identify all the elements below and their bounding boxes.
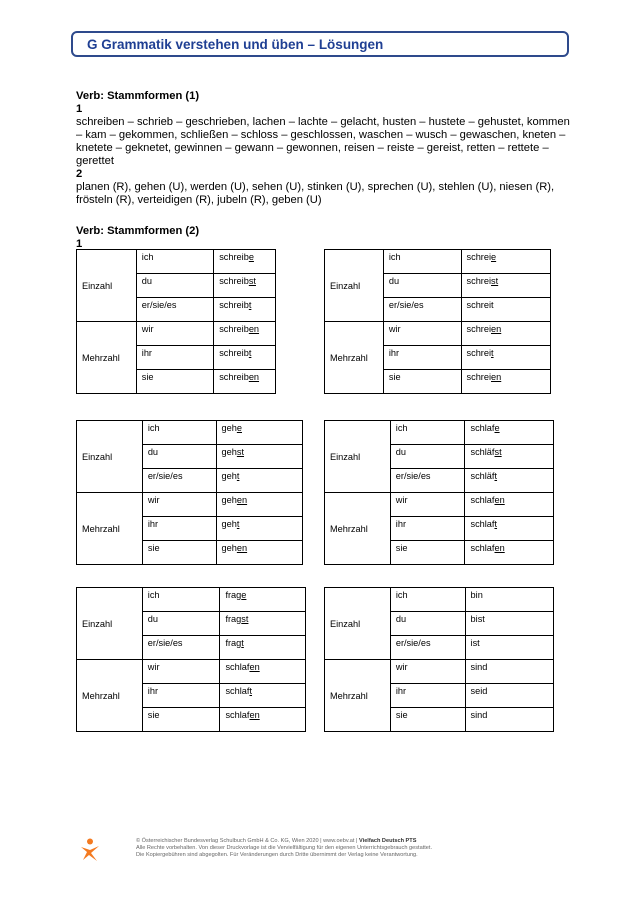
verb-form-cell [214,274,276,298]
section-stammformen-1 [76,90,572,207]
pronoun-cell: ich [142,421,216,445]
pronoun-cell: wir [136,322,213,346]
verb-stem: schreib [219,276,249,286]
verb-ending: en [248,324,260,334]
verb-form-cell [214,250,276,274]
mehrzahl-label: Mehrzahl [77,493,143,565]
verb-ending: en [494,543,505,553]
conjugation-table [76,587,306,732]
mehrzahl-label: Mehrzahl [77,660,143,732]
verb-ending: st [494,447,502,457]
pronoun-cell: du [142,612,220,636]
verb-stem: geh [221,423,237,433]
pronoun-cell: wir [383,322,461,346]
header-box [71,31,569,57]
verb-form-cell [214,346,276,370]
verb-stem: schrei [466,252,492,262]
pronoun-cell: ihr [383,346,461,370]
verb-stem: schlaf [225,710,250,720]
pronoun-cell: ich [390,421,465,445]
table-row [325,660,554,684]
verb-form-cell [461,298,551,322]
verb-ending: t [249,686,253,696]
verb-stem: schreib [219,252,249,262]
table-row [77,250,276,274]
table-row [77,322,276,346]
pronoun-cell: sie [136,370,213,394]
pronoun-cell: ich [136,250,213,274]
verb-form-cell [216,541,302,565]
verb-form-cell [465,421,554,445]
verb-form-cell [220,708,306,732]
page-title: G Grammatik verstehen und üben – Lösungen [87,37,384,52]
verb-form-cell [214,370,276,394]
table-row [325,588,554,612]
verb-ending: st [241,614,249,624]
exercise-number: 1 [76,103,83,115]
verb-form-cell [465,469,554,493]
table-row [325,250,551,274]
exercise-number: 2 [76,168,83,180]
verb-form-cell [465,445,554,469]
verb-stem: bist [470,614,485,624]
verb-ending: en [249,662,260,672]
verb-ending: en [491,372,502,382]
einzahl-label: Einzahl [77,421,143,493]
table-row [77,660,306,684]
verb-ending: e [494,423,500,433]
verb-stem: schreit [466,300,494,310]
verb-form-cell [214,322,276,346]
verb-ending: st [248,276,256,286]
einzahl-label: Einzahl [77,588,143,660]
verb-form-cell [465,636,553,660]
verb-form-cell [465,493,554,517]
conjugation-table [324,420,554,565]
table-row [77,493,303,517]
verb-ending: st [491,276,499,286]
exercise-answer: planen (R), gehen (U), werden (U), sehen (U), stinken (U), sprechen (U), stehlen (U), niesen (R), frösteln (R), verteidigen (R), jubeln (R), geben (U) [76,181,555,206]
einzahl-label: Einzahl [77,250,137,322]
pronoun-cell: ihr [390,684,465,708]
pronoun-cell: ihr [142,517,216,541]
verb-ending: t [494,519,498,529]
verb-stem: schreib [219,348,249,358]
verb-stem: geh [221,447,237,457]
verb-form-cell [461,250,551,274]
verb-stem: sind [470,662,488,672]
pronoun-cell: er/sie/es [390,636,465,660]
pronoun-cell: du [390,445,465,469]
pronoun-cell: er/sie/es [390,469,465,493]
table-row [325,322,551,346]
footer-disclaimer: Die Kopiergebühren sind abgegolten. Für Veränderungen durch Dritte übernimmt der Verlag keine Verantwortung. [136,852,418,859]
conjugation-table [76,420,303,565]
verb-stem: geh [221,543,237,553]
verb-stem: geh [221,495,237,505]
footer-product: Vielfach Deutsch PTS [359,838,417,844]
verb-stem: schläf [470,447,495,457]
verb-form-cell [220,612,306,636]
pronoun-cell: ich [142,588,220,612]
verb-stem: frag [225,638,242,648]
table-row [325,421,554,445]
verb-ending: t [248,348,252,358]
verb-ending: en [236,495,248,505]
verb-form-cell [465,588,553,612]
verb-stem: frag [225,614,242,624]
verb-ending: t [236,471,240,481]
verb-form-cell [465,684,553,708]
pronoun-cell: du [383,274,461,298]
section-heading: Verb: Stammformen (2) [76,225,200,237]
pronoun-cell: wir [390,493,465,517]
pronoun-cell: er/sie/es [142,636,220,660]
verb-form-cell [220,636,306,660]
pronoun-cell: er/sie/es [136,298,213,322]
verb-form-cell [461,346,551,370]
verb-stem: ist [470,638,480,648]
verb-ending: en [494,495,505,505]
table-row [77,421,303,445]
verb-ending: t [248,300,252,310]
verb-stem: seid [470,686,488,696]
verb-stem: schrei [466,276,492,286]
mehrzahl-label: Mehrzahl [325,660,391,732]
verb-stem: geh [221,519,237,529]
verb-form-cell [465,517,554,541]
verb-form-cell [220,684,306,708]
pronoun-cell: wir [142,493,216,517]
pronoun-cell: sie [142,708,220,732]
mehrzahl-label: Mehrzahl [77,322,137,394]
pronoun-cell: du [390,612,465,636]
verb-form-cell [214,298,276,322]
verb-ending: t [236,519,240,529]
verb-form-cell [461,322,551,346]
verb-ending: e [236,423,242,433]
pronoun-cell: sie [390,708,465,732]
section-heading: Verb: Stammformen (1) [76,90,200,102]
publisher-logo-icon [78,838,102,862]
verb-stem: schrei [466,372,492,382]
exercise-number: 1 [76,238,83,250]
verb-ending: st [236,447,245,457]
footer [136,838,576,860]
verb-stem: schrei [466,324,492,334]
verb-form-cell [216,517,302,541]
pronoun-cell: wir [390,660,465,684]
pronoun-cell: ihr [142,684,220,708]
exercise-answer: schreiben – schrieb – geschrieben, lachen – lachte – gelacht, husten – hustete – gehustet, kommen – kam – gekommen, schließen – schloss – geschlossen, waschen – wusch – gewaschen, kneten – knetete – geknetet, gewinnen – gewann – gewonnen, reisen – reiste – gereist, retten – rettete – gerettet [76,116,570,167]
conjugation-table [76,249,276,394]
verb-form-cell [216,493,302,517]
verb-stem: bin [470,590,483,600]
conjugation-table [324,249,551,394]
verb-stem: frag [225,590,242,600]
table-row [77,588,306,612]
verb-stem: schreib [219,324,249,334]
verb-ending: en [249,710,260,720]
verb-stem: schlaf [470,519,495,529]
footer-copyright: © Österreichischer Bundesverlag Schulbuch GmbH & Co. KG, Wien 2020 | www.oebv.at | [136,838,360,844]
verb-ending: t [491,348,494,358]
section-stammformen-2 [76,225,572,251]
pronoun-cell: ihr [136,346,213,370]
pronoun-cell: er/sie/es [142,469,216,493]
mehrzahl-label: Mehrzahl [325,493,391,565]
pronoun-cell: ich [390,588,465,612]
verb-form-cell [465,541,554,565]
table-row [325,493,554,517]
verb-form-cell [461,370,551,394]
pronoun-cell: sie [390,541,465,565]
pronoun-cell: sie [142,541,216,565]
verb-ending: t [494,471,498,481]
pronoun-cell: er/sie/es [383,298,461,322]
verb-ending: en [236,543,248,553]
conjugation-table [324,587,554,732]
pronoun-cell: ihr [390,517,465,541]
verb-form-cell [216,445,302,469]
verb-stem: sind [470,710,488,720]
verb-form-cell [220,588,306,612]
verb-form-cell [220,660,306,684]
verb-ending: en [248,372,260,382]
verb-form-cell [465,708,553,732]
mehrzahl-label: Mehrzahl [325,322,384,394]
verb-ending: en [491,324,502,334]
verb-form-cell [461,274,551,298]
einzahl-label: Einzahl [325,250,384,322]
verb-stem: schlaf [470,423,495,433]
verb-stem: schläf [470,471,495,481]
verb-ending: e [241,590,247,600]
footer-rights: Alle Rechte vorbehalten. Von dieser Druckvorlage ist die Vervielfältigung für den eigenen Unterrichtsgebrauch gestattet. [136,845,433,852]
pronoun-cell: du [136,274,213,298]
verb-form-cell [216,421,302,445]
verb-ending: e [491,252,497,262]
pronoun-cell: du [142,445,216,469]
verb-stem: schlaf [470,495,495,505]
verb-stem: schrei [466,348,492,358]
pronoun-cell: ich [383,250,461,274]
verb-form-cell [216,469,302,493]
verb-ending: e [248,252,254,262]
verb-stem: schreib [219,300,249,310]
einzahl-label: Einzahl [325,421,391,493]
verb-stem: schlaf [470,543,495,553]
verb-form-cell [465,612,553,636]
verb-stem: geh [221,471,237,481]
verb-stem: schlaf [225,686,250,696]
verb-ending: t [241,638,244,648]
verb-stem: schreib [219,372,249,382]
pronoun-cell: sie [383,370,461,394]
pronoun-cell: wir [142,660,220,684]
verb-stem: schlaf [225,662,250,672]
verb-form-cell [465,660,553,684]
einzahl-label: Einzahl [325,588,391,660]
